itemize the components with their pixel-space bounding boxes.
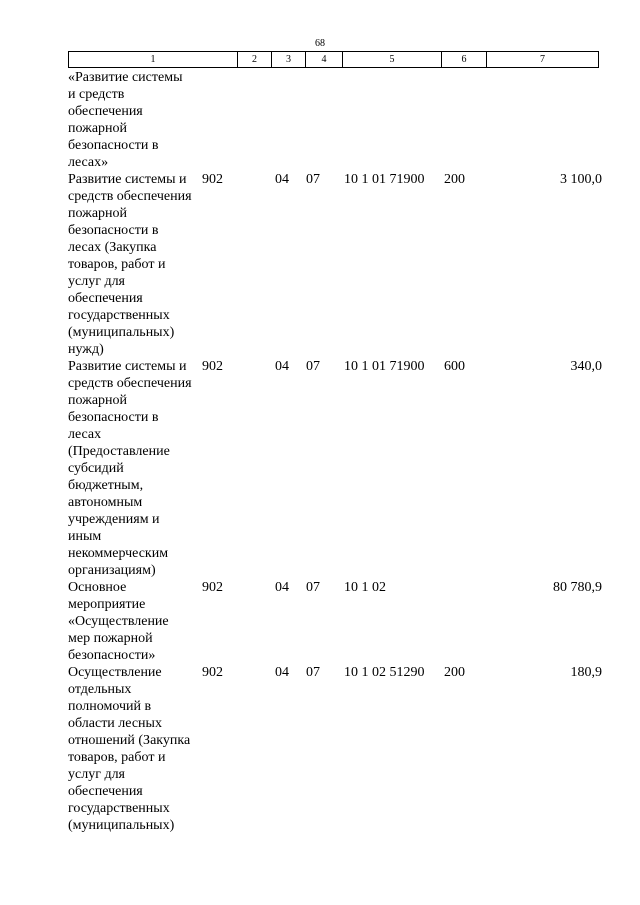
row-amount: 340,0 (570, 359, 602, 374)
row-section-code: 04 (275, 665, 289, 680)
row-expense-type: 200 (444, 665, 465, 680)
row-name: Основное мероприятие «Осуществление мер пожарной безопасности» (68, 580, 169, 663)
row-section-code: 04 (275, 359, 289, 374)
row-name: Развитие системы и средств обеспечения пожарной безопасности в лесах (Предоставление субсидий бюджетным, автономным учреждениям и иным некоммерческим организациям) (68, 359, 192, 578)
row-target-article: 10 1 02 51290 (344, 665, 425, 680)
table-row (0, 579, 640, 664)
row-expense-type: 200 (444, 172, 465, 187)
table-row (0, 358, 640, 579)
row-section-code: 04 (275, 172, 289, 187)
column-header-3: 3 (272, 52, 306, 68)
page-number: 68 (315, 38, 325, 49)
row-ministry-code: 902 (202, 172, 223, 187)
row-target-article: 10 1 01 71900 (344, 359, 425, 374)
row-name: «Развитие системы и средств обеспечения пожарной безопасности в лесах» (68, 70, 183, 170)
column-header-2: 2 (238, 52, 272, 68)
row-amount: 80 780,9 (553, 580, 602, 595)
column-header-5: 5 (343, 52, 442, 68)
row-subsection-code: 07 (306, 580, 320, 595)
row-ministry-code: 902 (202, 665, 223, 680)
row-subsection-code: 07 (306, 172, 320, 187)
table-row (0, 171, 640, 358)
table-row (0, 664, 640, 834)
row-amount: 3 100,0 (560, 172, 602, 187)
row-target-article: 10 1 01 71900 (344, 172, 425, 187)
column-header-7: 7 (487, 52, 599, 68)
column-header-6: 6 (442, 52, 487, 68)
row-name: Осуществление отдельных полномочий в области лесных отношений (Закупка товаров, работ и услуг для обеспечения государственных (муниципальных) (68, 665, 191, 833)
table-body (0, 69, 640, 834)
column-header-4: 4 (306, 52, 343, 68)
row-subsection-code: 07 (306, 359, 320, 374)
row-ministry-code: 902 (202, 580, 223, 595)
row-ministry-code: 902 (202, 359, 223, 374)
column-header-row (69, 52, 599, 68)
row-name: Развитие системы и средств обеспечения пожарной безопасности в лесах (Закупка товаров, работ и услуг для обеспечения государственных (муниципальных) нужд) (68, 172, 192, 357)
row-subsection-code: 07 (306, 665, 320, 680)
row-amount: 180,9 (570, 665, 602, 680)
table-row (0, 69, 640, 171)
column-header-table (68, 51, 599, 68)
column-header-1: 1 (69, 52, 238, 68)
row-expense-type: 600 (444, 359, 465, 374)
row-section-code: 04 (275, 580, 289, 595)
row-target-article: 10 1 02 (344, 580, 386, 595)
